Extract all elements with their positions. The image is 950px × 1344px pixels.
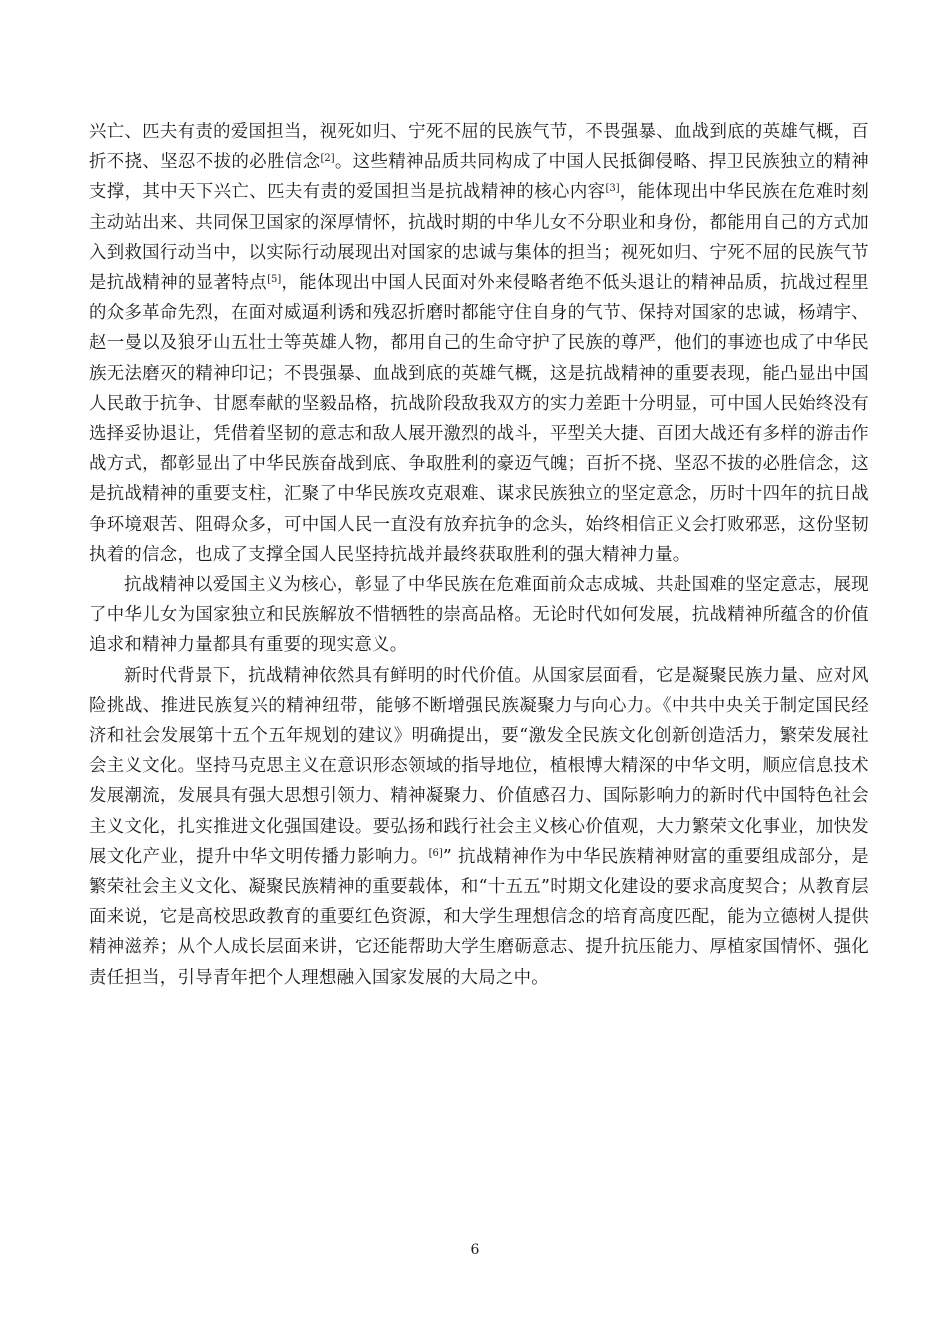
paragraph-continued: [89, 117, 869, 570]
paragraph: [89, 661, 869, 993]
paragraph-text: 。这些精神品质共同构成了中国人民抵御侵略、捍卫民族独立的精神支撑，其中天下兴亡、匹夫有责的爱国担当是抗战精神的核心内容: [89, 152, 869, 203]
citation-ref: [5]: [267, 274, 282, 286]
paragraph-text: ，能体现出中国人民面对外来侵略者绝不低头退让的精神品质，抗战过程里的众多革命先烈，在面对威逼利诱和残忍折磨时都能守住自身的气节、保持对国家的忠诚，杨靖宇、赵一曼以及狼牙山五壮士等英雄人物，都用自己的生命守护了民族的尊严，他们的事迹也成了中华民族无法磨灭的精神印记；不畏强暴、血战到底的英雄气概，这是抗战精神的重要表现，能凸显出中国人民敢于抗争、甘愿奉献的坚毅品格，抗战阶段敌我双方的实力差距十分明显，可中国人民始终没有选择妥协退让，凭借着坚韧的意志和敌人展开激烈的战斗，平型关大捷、百团大战还有多样的游击作战方式，都彰显出了中华民族奋战到底、争取胜利的豪迈气魄；百折不挠、坚忍不拔的必胜信念，这是抗战精神的重要支柱，汇聚了中华民族攻克艰难、谋求民族独立的坚定意念，历时十四年的抗日战争环境艰苦、阻碍众多，可中国人民一直没有放弃抗争的念头，始终相信正义会打败邪恶，这份坚韧执着的信念，也成了支撑全国人民坚持抗战并最终获取胜利的强大精神力量。: [89, 273, 869, 565]
citation-ref: [3]: [605, 183, 620, 195]
page-number: 6: [470, 1242, 480, 1258]
paragraph-text: 兴亡、匹夫有责的爱国担当，视死如归、宁死不屈的民族气节，不畏强暴、血战到底的英雄气概，百折不挠、坚忍不拔的必胜信念: [89, 122, 869, 173]
citation-ref: [6]: [428, 847, 443, 859]
paragraph-text: ” 抗战精神作为中华民族精神财富的重要组成部分，是繁荣社会主义文化、凝聚民族精神的重要载体，和“十五五”时期文化建设的要求高度契合；从教育层面来说，它是高校思政教育的重要红色资源，和大学生理想信念的培育高度匹配，能为立德树人提供精神滋养；从个人成长层面来讲，它还能帮助大学生磨砺意志、提升抗压能力、厚植家国情怀、强化责任担当，引导青年把个人理想融入国家发展的大局之中。: [89, 846, 870, 988]
citation-ref: [2]: [320, 153, 335, 165]
paragraph-text: 新时代背景下，抗战精神依然具有鲜明的时代价值。从国家层面看，它是凝聚民族力量、应对风险挑战、推进民族复兴的精神纽带，能够不断增强民族凝聚力与向心力。《中共中央关于制定国民经济和社会发展第十五个五年规划的建议》明确提出，要“激发全民族文化创新创造活力，繁荣发展社会主义文化。坚持马克思主义在意识形态领域的指导地位，植根博大精深的中华文明，顺应信息技术发展潮流，发展具有强大思想引领力、精神凝聚力、价值感召力、国际影响力的新时代中国特色社会主义文化，扎实推进文化强国建设。要弘扬和践行社会主义核心价值观，大力繁荣文化事业，加快发展文化产业，提升中华文明传播力影响力。: [89, 665, 869, 867]
paragraph-text: ，能体现出中华民族在危难时刻主动站出来、共同保卫国家的深厚情怀，抗战时期的中华儿女不分职业和身份，都能用自己的方式加入到救国行动当中，以实际行动展现出对国家的忠诚与集体的担当；视死如归、宁死不屈的民族气节是抗战精神的显著特点: [89, 182, 870, 294]
paragraph: 抗战精神以爱国主义为核心，彰显了中华民族在危难面前众志成城、共赴国难的坚定意志，展现了中华儿女为国家独立和民族解放不惜牺牲的崇高品格。无论时代如何发展，抗战精神所蕴含的价值追求和精神力量都具有重要的现实意义。: [89, 575, 869, 656]
body-text: [89, 117, 869, 993]
